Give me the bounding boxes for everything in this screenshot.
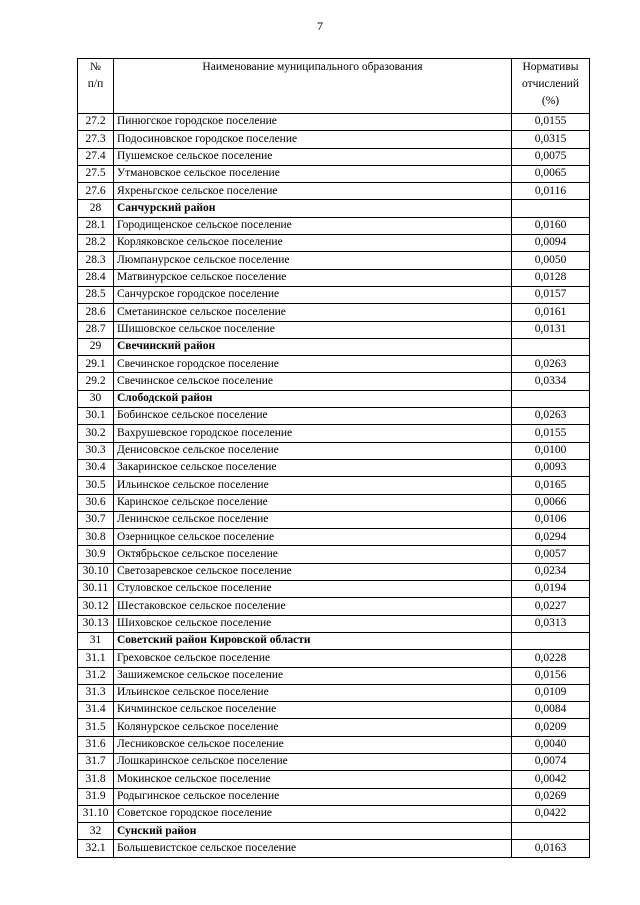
row-value: 0,0100 (512, 442, 590, 459)
row-name: Яхреньгское сельское поселение (114, 183, 512, 200)
row-number: 32.1 (78, 840, 114, 857)
table-row (78, 840, 590, 857)
row-number: 30.9 (78, 546, 114, 563)
row-name: Свечинское городское поселение (114, 356, 512, 373)
row-name: Октябрьское сельское поселение (114, 546, 512, 563)
row-name: Кичминское сельское поселение (114, 702, 512, 719)
row-name: Свечинское сельское поселение (114, 373, 512, 390)
row-name: Слободской район (114, 390, 512, 407)
table-row (78, 719, 590, 736)
row-name: Люмпанурское сельское поселение (114, 252, 512, 269)
table-row (78, 511, 590, 528)
row-value: 0,0263 (512, 356, 590, 373)
row-value: 0,0157 (512, 286, 590, 303)
row-value: 0,0128 (512, 269, 590, 286)
row-number: 31.8 (78, 771, 114, 788)
table-row (78, 235, 590, 252)
row-value: 0,0209 (512, 719, 590, 736)
row-value: 0,0057 (512, 546, 590, 563)
row-name: Мокинское сельское поселение (114, 771, 512, 788)
table-row (78, 304, 590, 321)
table-row (78, 736, 590, 753)
row-name: Зашижемское сельское поселение (114, 667, 512, 684)
table-row (78, 425, 590, 442)
header-num: № п/п (78, 59, 114, 114)
table-row (78, 442, 590, 459)
row-value: 0,0422 (512, 805, 590, 822)
row-number: 27.4 (78, 148, 114, 165)
table-row (78, 805, 590, 822)
row-name: Городищенское сельское поселение (114, 217, 512, 234)
row-name: Ильинское сельское поселение (114, 684, 512, 701)
row-name: Подосиновское городское поселение (114, 131, 512, 148)
row-value (512, 632, 590, 649)
row-value: 0,0042 (512, 771, 590, 788)
row-number: 30.7 (78, 511, 114, 528)
row-number: 30 (78, 390, 114, 407)
row-value (512, 200, 590, 217)
table-header-row (78, 59, 590, 114)
row-name: Корляковское сельское поселение (114, 235, 512, 252)
row-name: Шестаковское сельское поселение (114, 598, 512, 615)
row-value: 0,0234 (512, 563, 590, 580)
row-name: Светозаревское сельское поселение (114, 563, 512, 580)
row-value: 0,0075 (512, 148, 590, 165)
table-row (78, 114, 590, 131)
row-value: 0,0194 (512, 581, 590, 598)
row-name: Матвинурское сельское поселение (114, 269, 512, 286)
table-row (78, 252, 590, 269)
table-row (78, 131, 590, 148)
table-row (78, 598, 590, 615)
table-row (78, 684, 590, 701)
row-value: 0,0116 (512, 183, 590, 200)
table-row (78, 321, 590, 338)
row-value: 0,0131 (512, 321, 590, 338)
row-number: 31.9 (78, 788, 114, 805)
row-name: Шиховское сельское поселение (114, 615, 512, 632)
row-name: Лошкаринское сельское поселение (114, 753, 512, 770)
row-number: 28.7 (78, 321, 114, 338)
row-number: 28.5 (78, 286, 114, 303)
row-number: 27.5 (78, 165, 114, 182)
district-row (78, 823, 590, 840)
table-row (78, 771, 590, 788)
row-name: Советский район Кировской области (114, 632, 512, 649)
row-number: 28 (78, 200, 114, 217)
row-value: 0,0263 (512, 408, 590, 425)
row-name: Пинюгское городское поселение (114, 114, 512, 131)
row-value: 0,0160 (512, 217, 590, 234)
table-row (78, 408, 590, 425)
row-name: Денисовское сельское поселение (114, 442, 512, 459)
district-row (78, 200, 590, 217)
row-value: 0,0315 (512, 131, 590, 148)
row-number: 31.6 (78, 736, 114, 753)
row-name: Ленинское сельское поселение (114, 511, 512, 528)
row-value: 0,0227 (512, 598, 590, 615)
row-name: Ильинское сельское поселение (114, 477, 512, 494)
row-name: Бобинское сельское поселение (114, 408, 512, 425)
row-number: 29.1 (78, 356, 114, 373)
page-number: 7 (317, 19, 323, 33)
row-value: 0,0065 (512, 165, 590, 182)
row-number: 30.4 (78, 459, 114, 476)
row-number: 30.12 (78, 598, 114, 615)
row-number: 31.5 (78, 719, 114, 736)
row-number: 31.2 (78, 667, 114, 684)
row-name: Свечинский район (114, 338, 512, 355)
row-value: 0,0163 (512, 840, 590, 857)
row-value: 0,0109 (512, 684, 590, 701)
row-number: 30.5 (78, 477, 114, 494)
row-name: Родыгинское сельское поселение (114, 788, 512, 805)
row-value (512, 338, 590, 355)
table-row (78, 529, 590, 546)
row-number: 31.1 (78, 650, 114, 667)
row-value (512, 823, 590, 840)
row-number: 28.6 (78, 304, 114, 321)
table-row (78, 494, 590, 511)
row-number: 30.1 (78, 408, 114, 425)
district-row (78, 632, 590, 649)
row-value: 0,0093 (512, 459, 590, 476)
row-value: 0,0106 (512, 511, 590, 528)
table-row (78, 217, 590, 234)
row-number: 30.10 (78, 563, 114, 580)
row-value: 0,0155 (512, 114, 590, 131)
table-row (78, 373, 590, 390)
row-number: 27.3 (78, 131, 114, 148)
row-name: Шишовское сельское поселение (114, 321, 512, 338)
row-number: 28.3 (78, 252, 114, 269)
row-value: 0,0066 (512, 494, 590, 511)
table-row (78, 667, 590, 684)
row-name: Лесниковское сельское поселение (114, 736, 512, 753)
table-row (78, 546, 590, 563)
row-number: 30.3 (78, 442, 114, 459)
row-name: Пушемское сельское поселение (114, 148, 512, 165)
table-row (78, 753, 590, 770)
row-value: 0,0094 (512, 235, 590, 252)
row-value: 0,0084 (512, 702, 590, 719)
row-number: 27.2 (78, 114, 114, 131)
table-body (78, 114, 590, 858)
table-row (78, 581, 590, 598)
row-number: 31.3 (78, 684, 114, 701)
row-number: 27.6 (78, 183, 114, 200)
row-name: Закаринское сельское поселение (114, 459, 512, 476)
row-value: 0,0294 (512, 529, 590, 546)
row-name: Греховское сельское поселение (114, 650, 512, 667)
row-number: 30.13 (78, 615, 114, 632)
table-row (78, 702, 590, 719)
row-value: 0,0040 (512, 736, 590, 753)
row-number: 30.2 (78, 425, 114, 442)
row-number: 30.8 (78, 529, 114, 546)
row-name: Советское городское поселение (114, 805, 512, 822)
row-number: 31.10 (78, 805, 114, 822)
row-value: 0,0269 (512, 788, 590, 805)
row-number: 31.4 (78, 702, 114, 719)
row-number: 28.2 (78, 235, 114, 252)
row-name: Большевистское сельское поселение (114, 840, 512, 857)
table-row (78, 286, 590, 303)
row-name: Сунский район (114, 823, 512, 840)
row-value: 0,0074 (512, 753, 590, 770)
row-value (512, 390, 590, 407)
row-name: Стуловское сельское поселение (114, 581, 512, 598)
table-row (78, 165, 590, 182)
row-number: 30.6 (78, 494, 114, 511)
row-value: 0,0165 (512, 477, 590, 494)
table-row (78, 477, 590, 494)
table-row (78, 269, 590, 286)
row-number: 28.4 (78, 269, 114, 286)
row-value: 0,0313 (512, 615, 590, 632)
row-value: 0,0156 (512, 667, 590, 684)
row-name: Санчурский район (114, 200, 512, 217)
table-row (78, 650, 590, 667)
row-value: 0,0228 (512, 650, 590, 667)
district-row (78, 338, 590, 355)
table-row (78, 788, 590, 805)
row-name: Каринское сельское поселение (114, 494, 512, 511)
row-number: 32 (78, 823, 114, 840)
row-number: 28.1 (78, 217, 114, 234)
table-row (78, 356, 590, 373)
table-row (78, 148, 590, 165)
table-row (78, 183, 590, 200)
table-row (78, 615, 590, 632)
row-number: 29.2 (78, 373, 114, 390)
row-name: Колянурское сельское поселение (114, 719, 512, 736)
row-value: 0,0334 (512, 373, 590, 390)
row-value: 0,0155 (512, 425, 590, 442)
header-norm: Нормативы отчислений (%) (512, 59, 590, 114)
row-name: Утмановское сельское поселение (114, 165, 512, 182)
row-name: Озерницкое сельское поселение (114, 529, 512, 546)
row-name: Санчурское городское поселение (114, 286, 512, 303)
row-number: 31 (78, 632, 114, 649)
table-row (78, 459, 590, 476)
header-name: Наименование муниципального образования (114, 59, 512, 114)
row-name: Сметанинское сельское поселение (114, 304, 512, 321)
table-row (78, 563, 590, 580)
district-row (78, 390, 590, 407)
row-name: Вахрушевское городское поселение (114, 425, 512, 442)
row-number: 30.11 (78, 581, 114, 598)
row-value: 0,0050 (512, 252, 590, 269)
row-number: 31.7 (78, 753, 114, 770)
norms-table (77, 58, 590, 858)
row-value: 0,0161 (512, 304, 590, 321)
row-number: 29 (78, 338, 114, 355)
